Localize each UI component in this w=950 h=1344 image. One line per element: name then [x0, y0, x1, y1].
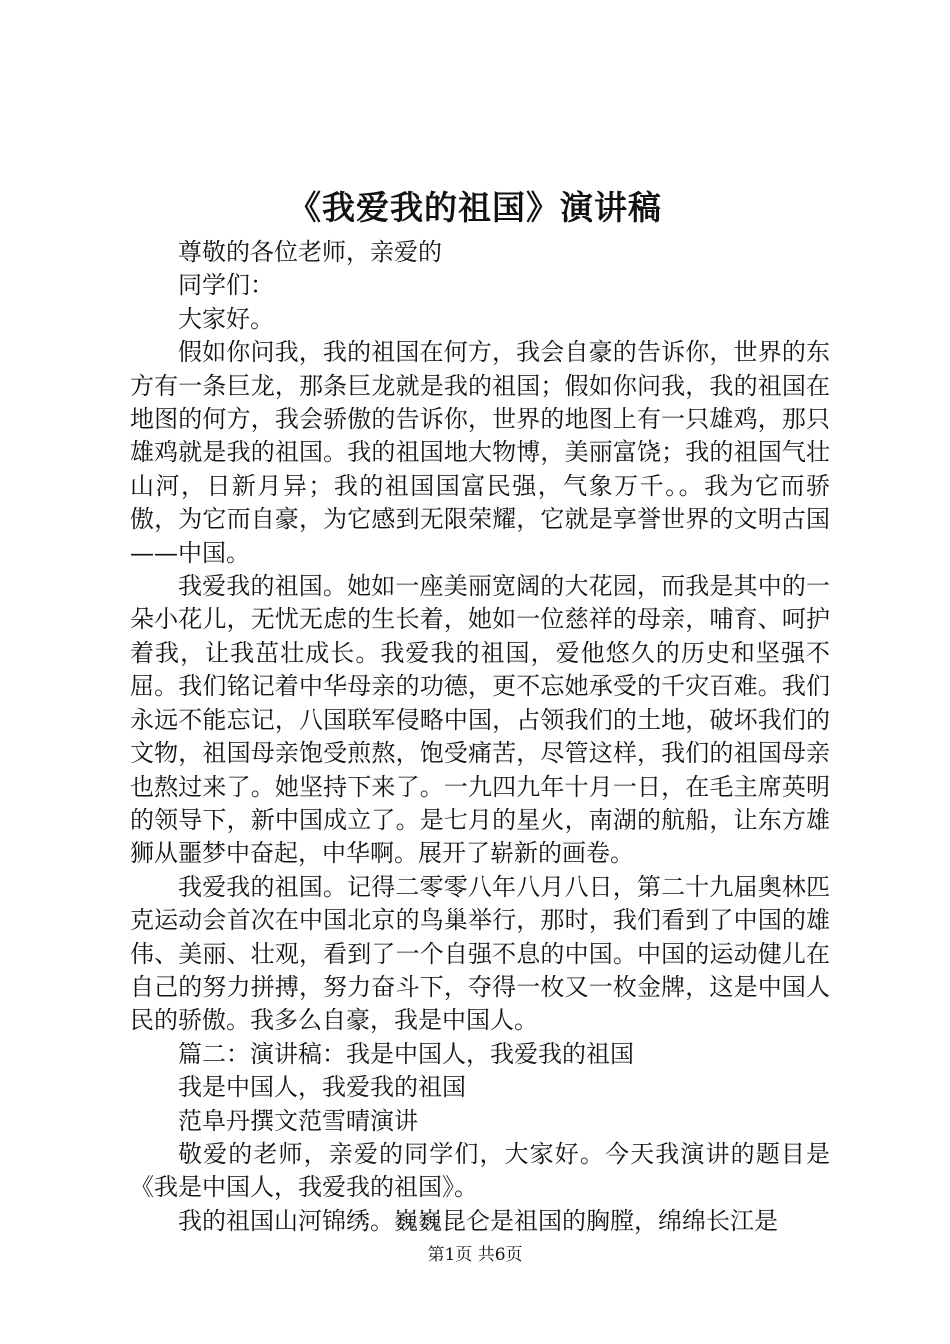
paragraph-body: 敬爱的老师，亲爱的同学们，大家好。今天我演讲的题目是《我是中国人，我爱我的祖国》。	[130, 1139, 830, 1202]
paragraph-body: 我爱我的祖国。她如一座美丽宽阔的大花园，而我是其中的一朵小花儿，无忧无虑的生长着，她如一位慈祥的母亲，哺育、呵护着我，让我茁壮成长。我爱我的祖国，爱他悠久的历史和坚强不屈。我们铭记着中华母亲的功德，更不忘她承受的千灾百难。我们永远不能忘记，八国联军侵略中国，占领我们的土地，破坏我们的文物，祖国母亲饱受煎熬，饱受痛苦，尽管这样，我们的祖国母亲也熬过来了。她坚持下来了。一九四九年十月一日，在毛主席英明的领导下，新中国成立了。是七月的星火，南湖的航船，让东方雄狮从噩梦中奋起，中华啊。展开了崭新的画卷。	[130, 572, 830, 868]
paragraph-hello: 大家好。	[178, 304, 274, 333]
paragraph-greeting-continued: 同学们：	[178, 271, 274, 300]
paragraph-body: 我的祖国山河锦绣。巍巍昆仑是祖国的胸膛，绵绵长江是	[178, 1206, 778, 1235]
author-line: 范阜丹撰文范雪晴演讲	[178, 1106, 418, 1135]
paragraph-body: 假如你问我，我的祖国在何方，我会自豪的告诉你，世界的东方有一条巨龙，那条巨龙就是我的祖国；假如你问我，我的祖国在地图的何方，我会骄傲的告诉你，世界的地图上有一只雄鸡，那只雄鸡就是我的祖国。我的祖国地大物博，美丽富饶；我的祖国气壮山河，日新月异；我的祖国国富民强，气象万千。。我为它而骄傲，为它而自豪，为它感到无限荣耀，它就是享誉世界的文明古国——中国。	[130, 338, 830, 567]
section-heading: 篇二：演讲稿：我是中国人，我爱我的祖国	[178, 1039, 634, 1068]
paragraph-greeting: 尊敬的各位老师，亲爱的	[178, 238, 442, 266]
section-subtitle: 我是中国人，我爱我的祖国	[178, 1073, 466, 1102]
document-title: 《我爱我的祖国》演讲稿	[288, 188, 662, 227]
paragraph-body: 我爱我的祖国。记得二零零八年八月八日，第二十九届奥林匹克运动会首次在中国北京的鸟巢举行，那时，我们看到了中国的雄伟、美丽、壮观，看到了一个自强不息的中国。中国的运动健儿在自己的努力拼搏，努力奋斗下，夺得一枚又一枚金牌，这是中国人民的骄傲。我多么自豪，我是中国人。	[130, 872, 830, 1035]
document-body	[130, 236, 830, 1238]
page-footer: 第1页 共6页	[427, 1245, 523, 1265]
